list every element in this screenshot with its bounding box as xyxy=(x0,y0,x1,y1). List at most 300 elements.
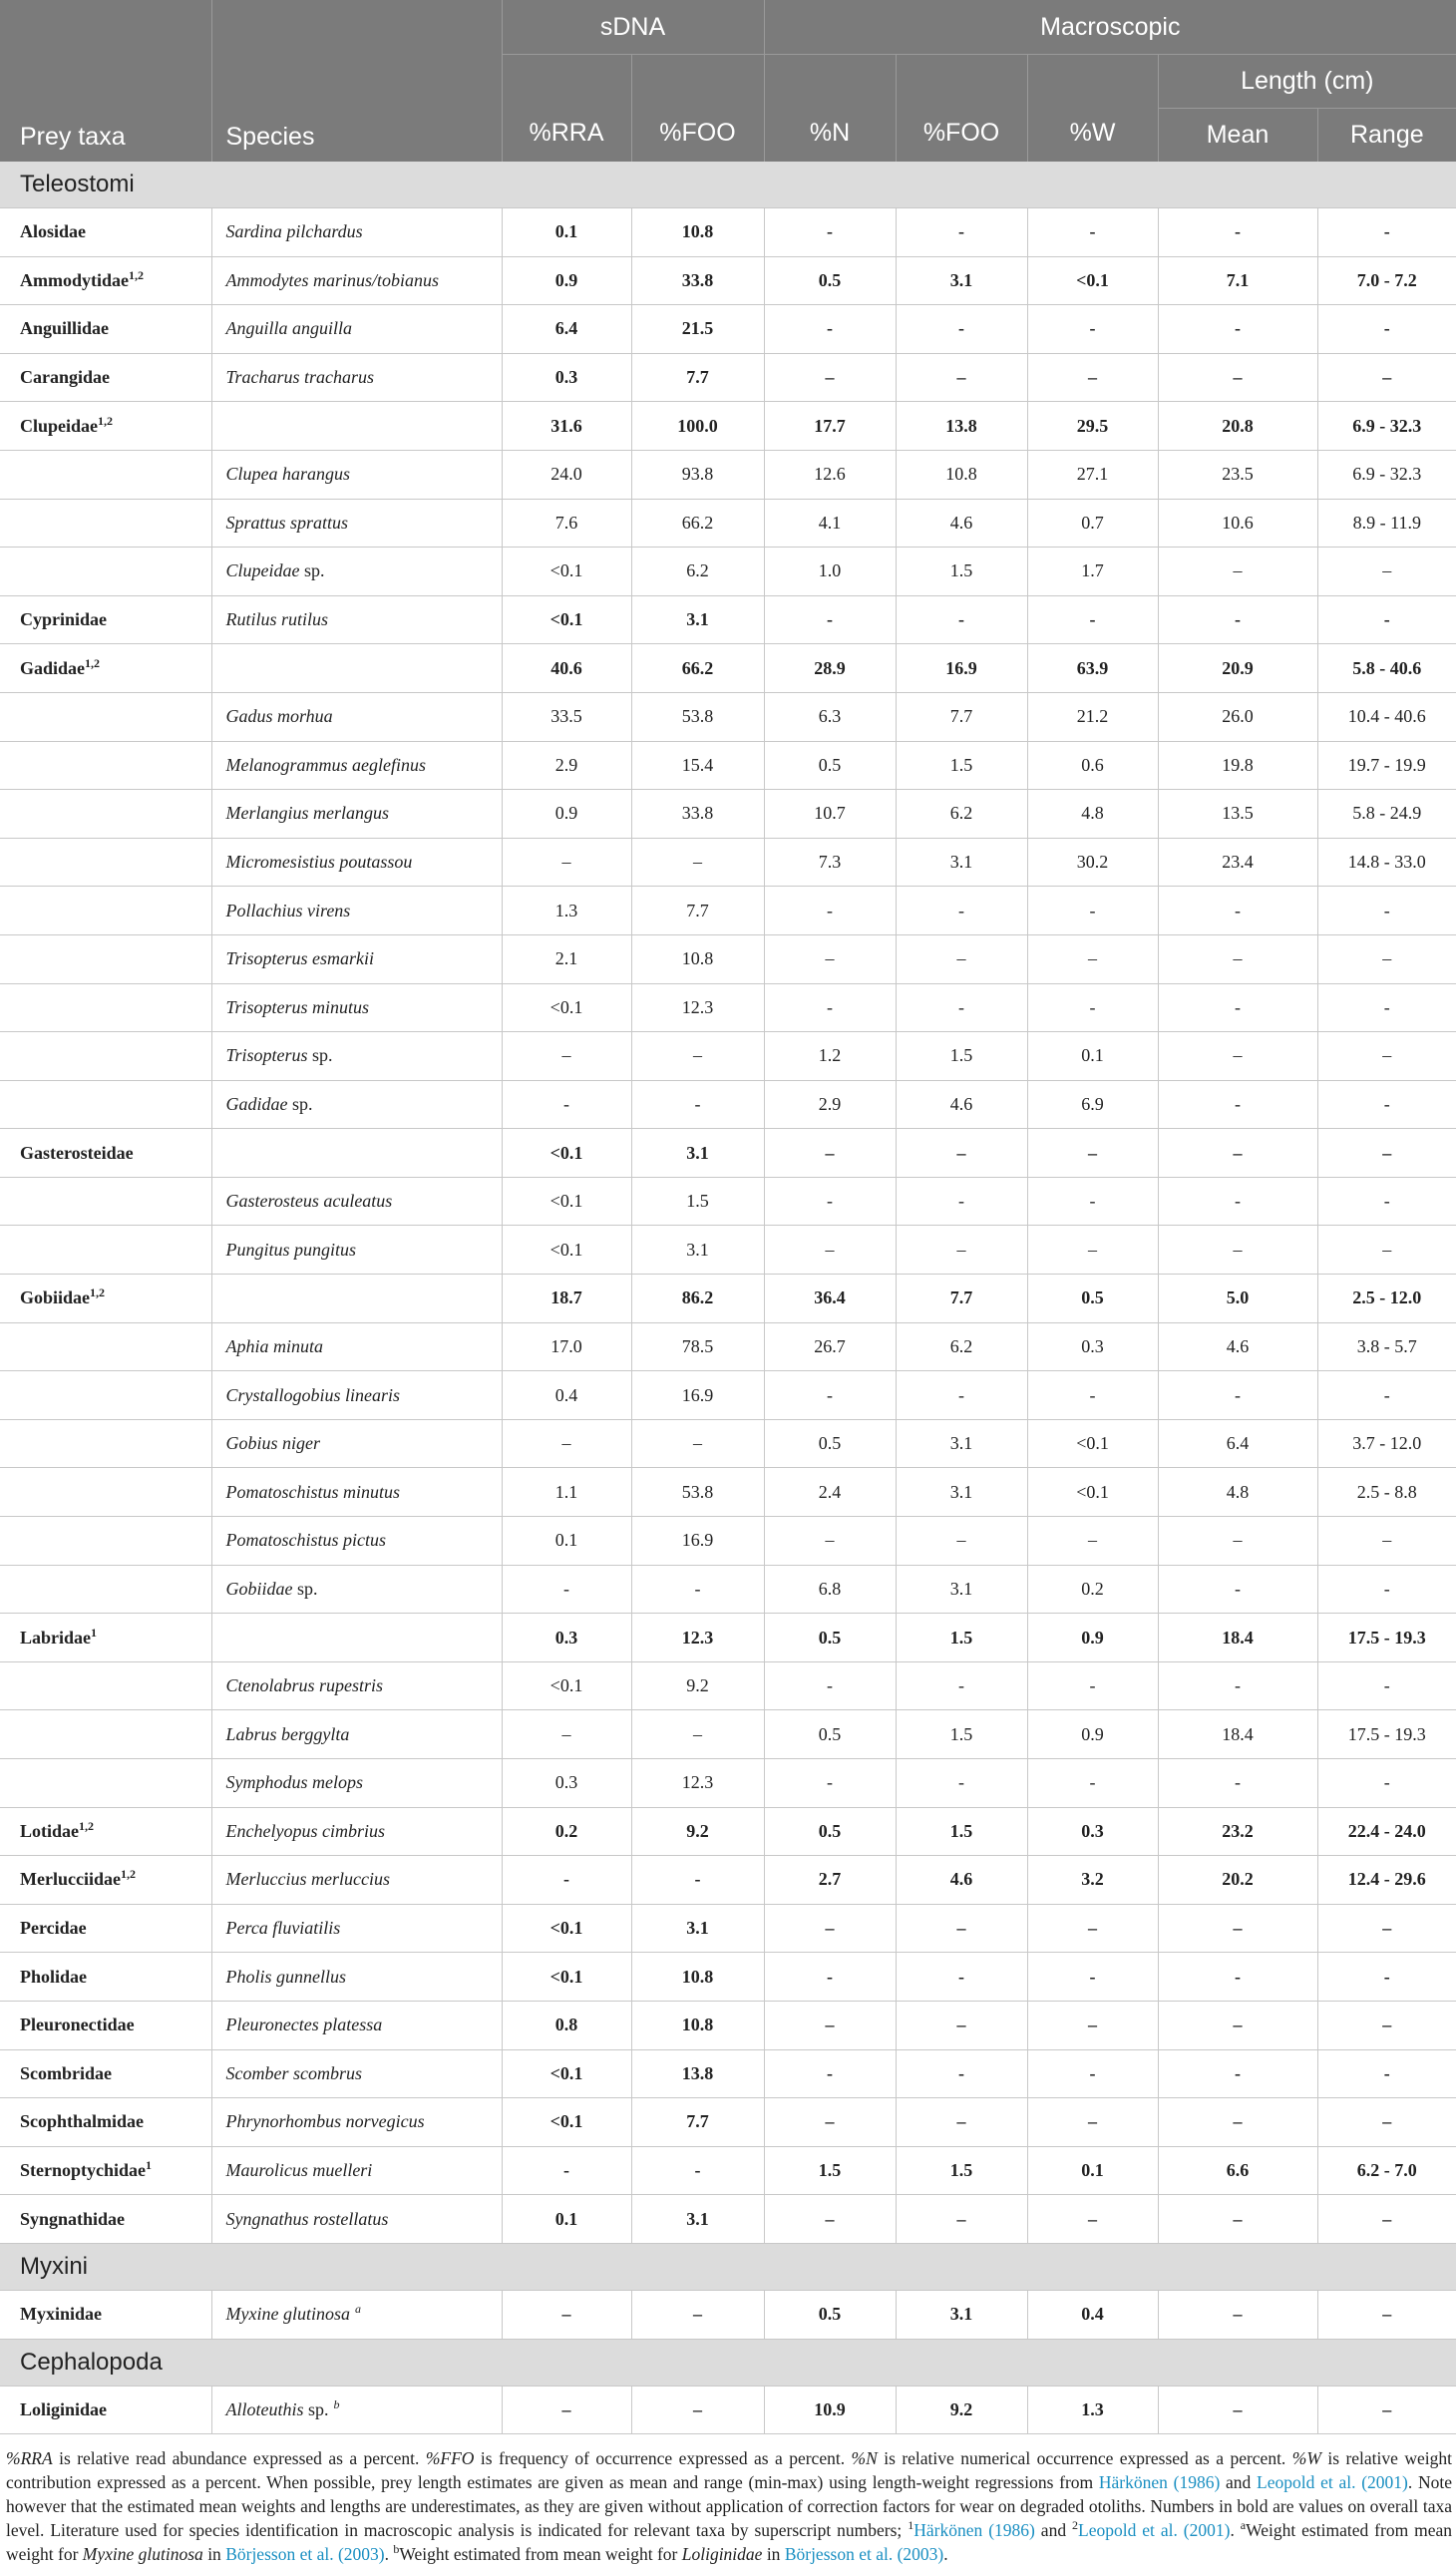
table-row xyxy=(0,2098,1456,2147)
mean-length-value: 18.4 xyxy=(1158,1614,1317,1662)
header-foo-macro: %FOO xyxy=(896,55,1027,163)
header-range: Range xyxy=(1317,109,1456,163)
table-row xyxy=(0,1710,1456,1759)
w-value: 0.9 xyxy=(1027,1710,1158,1759)
mean-length-value: – xyxy=(1158,2290,1317,2339)
prey-family: Ammodytidae$^{1,2}$ xyxy=(0,256,211,305)
species-name: Anguilla anguilla xyxy=(211,305,502,354)
length-range-value: - xyxy=(1317,1661,1456,1710)
n-value: 6.8 xyxy=(764,1565,896,1614)
header-length: Length (cm) xyxy=(1158,55,1456,109)
species-name: Trisopterus sp. xyxy=(211,1032,502,1081)
prey-family: Gasterosteidae xyxy=(0,1129,211,1178)
w-value: - xyxy=(1027,887,1158,935)
species-name xyxy=(211,402,502,451)
table-row xyxy=(0,1565,1456,1614)
header-mean: Mean xyxy=(1158,109,1317,163)
foo-sdna-value: 21.5 xyxy=(631,305,764,354)
table-row xyxy=(0,2049,1456,2098)
table-row xyxy=(0,1032,1456,1081)
w-value: 0.4 xyxy=(1027,2290,1158,2339)
prey-family: Carangidae xyxy=(0,353,211,402)
foo-macro-value: 9.2 xyxy=(896,2386,1027,2434)
prey-family: Scombridae xyxy=(0,2049,211,2098)
foo-macro-value: – xyxy=(896,2098,1027,2147)
foo-macro-value: – xyxy=(896,1129,1027,1178)
rra-value: 0.1 xyxy=(502,208,631,257)
species-name: Scomber scombrus xyxy=(211,2049,502,2098)
foo-sdna-value: 12.3 xyxy=(631,1614,764,1662)
mean-length-value: – xyxy=(1158,353,1317,402)
n-value: - xyxy=(764,983,896,1032)
mean-length-value: 23.2 xyxy=(1158,1807,1317,1856)
foo-sdna-value: – xyxy=(631,1419,764,1468)
prey-family: Clupeidae$^{1,2}$ xyxy=(0,402,211,451)
foo-macro-value: - xyxy=(896,1661,1027,1710)
length-range-value: - xyxy=(1317,1565,1456,1614)
foo-sdna-value: 7.7 xyxy=(631,2098,764,2147)
w-value: 0.2 xyxy=(1027,1565,1158,1614)
foo-macro-value: 3.1 xyxy=(896,2290,1027,2339)
n-value: 17.7 xyxy=(764,402,896,451)
length-range-value: - xyxy=(1317,983,1456,1032)
table-row xyxy=(0,887,1456,935)
rra-value: 0.1 xyxy=(502,1517,631,1566)
prey-family xyxy=(0,741,211,790)
n-value: 10.9 xyxy=(764,2386,896,2434)
rra-value: 31.6 xyxy=(502,402,631,451)
foo-macro-value: – xyxy=(896,1904,1027,1953)
species-name: Syngnathus rostellatus xyxy=(211,2195,502,2244)
species-name: Merluccius merluccius xyxy=(211,1856,502,1905)
n-value: 0.5 xyxy=(764,2290,896,2339)
w-value: 0.1 xyxy=(1027,2146,1158,2195)
species-name: Alloteuthis sp. $^b$ xyxy=(211,2386,502,2434)
table-row xyxy=(0,1129,1456,1178)
n-value: 0.5 xyxy=(764,1807,896,1856)
foo-macro-value: – xyxy=(896,934,1027,983)
mean-length-value: - xyxy=(1158,1759,1317,1808)
prey-family xyxy=(0,499,211,548)
foo-macro-value: 3.1 xyxy=(896,1419,1027,1468)
length-range-value: 8.9 - 11.9 xyxy=(1317,499,1456,548)
mean-length-value: 4.8 xyxy=(1158,1468,1317,1517)
rra-value: 24.0 xyxy=(502,450,631,499)
mean-length-value: – xyxy=(1158,2386,1317,2434)
n-value: 0.5 xyxy=(764,741,896,790)
length-range-value: 3.8 - 5.7 xyxy=(1317,1322,1456,1371)
foo-macro-value: - xyxy=(896,595,1027,644)
n-value: - xyxy=(764,595,896,644)
w-value: 0.9 xyxy=(1027,1614,1158,1662)
rra-value: 0.3 xyxy=(502,1614,631,1662)
foo-sdna-value: - xyxy=(631,2146,764,2195)
prey-family xyxy=(0,1661,211,1710)
species-name: Gasterosteus aculeatus xyxy=(211,1177,502,1226)
table-body xyxy=(0,162,1456,2434)
n-value: 7.3 xyxy=(764,838,896,887)
table-row xyxy=(0,1614,1456,1662)
rra-value: – xyxy=(502,1710,631,1759)
n-value: - xyxy=(764,1661,896,1710)
length-range-value: – xyxy=(1317,1129,1456,1178)
foo-sdna-value: 6.2 xyxy=(631,548,764,596)
header-rra: %RRA xyxy=(502,55,631,163)
prey-family xyxy=(0,983,211,1032)
mean-length-value: – xyxy=(1158,1517,1317,1566)
section-label: Cephalopoda xyxy=(0,2339,1456,2386)
table-row xyxy=(0,1953,1456,2002)
foo-macro-value: 16.9 xyxy=(896,644,1027,693)
prey-family xyxy=(0,1371,211,1420)
w-value: - xyxy=(1027,983,1158,1032)
rra-value: 40.6 xyxy=(502,644,631,693)
mean-length-value: – xyxy=(1158,1226,1317,1275)
foo-sdna-value: 7.7 xyxy=(631,353,764,402)
species-name: Clupeidae sp. xyxy=(211,548,502,596)
species-name: Pholis gunnellus xyxy=(211,1953,502,2002)
mean-length-value: - xyxy=(1158,595,1317,644)
foo-macro-value: 4.6 xyxy=(896,499,1027,548)
length-range-value: 3.7 - 12.0 xyxy=(1317,1419,1456,1468)
length-range-value: – xyxy=(1317,1904,1456,1953)
length-range-value: 2.5 - 8.8 xyxy=(1317,1468,1456,1517)
prey-family xyxy=(0,450,211,499)
species-name xyxy=(211,1129,502,1178)
table-row xyxy=(0,644,1456,693)
header-n: %N xyxy=(764,55,896,163)
w-value: 0.1 xyxy=(1027,1032,1158,1081)
length-range-value: - xyxy=(1317,887,1456,935)
rra-value: 6.4 xyxy=(502,305,631,354)
foo-sdna-value: 9.2 xyxy=(631,1661,764,1710)
length-range-value: 14.8 - 33.0 xyxy=(1317,838,1456,887)
species-name: Maurolicus muelleri xyxy=(211,2146,502,2195)
n-value: 28.9 xyxy=(764,644,896,693)
w-value: – xyxy=(1027,353,1158,402)
length-range-value: – xyxy=(1317,2195,1456,2244)
table-row xyxy=(0,1759,1456,1808)
foo-sdna-value: 15.4 xyxy=(631,741,764,790)
n-value: 0.5 xyxy=(764,1710,896,1759)
foo-macro-value: 4.6 xyxy=(896,1080,1027,1129)
n-value: 2.9 xyxy=(764,1080,896,1129)
foo-sdna-value: 1.5 xyxy=(631,1177,764,1226)
reference-link[interactable]: Börjesson et al. (2003) xyxy=(225,2544,385,2565)
table-row xyxy=(0,2386,1456,2434)
species-name: Aphia minuta xyxy=(211,1322,502,1371)
table-row xyxy=(0,790,1456,839)
header-w: %W xyxy=(1027,55,1158,163)
mean-length-value: 6.4 xyxy=(1158,1419,1317,1468)
mean-length-value: 4.6 xyxy=(1158,1322,1317,1371)
foo-macro-value: 6.2 xyxy=(896,1322,1027,1371)
n-value: - xyxy=(764,2049,896,2098)
reference-link[interactable]: Leopold et al. (2001) xyxy=(1257,2472,1408,2493)
reference-link[interactable]: Börjesson et al. (2003) xyxy=(784,2544,944,2565)
header-macroscopic: Macroscopic xyxy=(764,0,1456,55)
n-value: - xyxy=(764,1759,896,1808)
foo-sdna-value: – xyxy=(631,1032,764,1081)
prey-family xyxy=(0,790,211,839)
foo-macro-value: – xyxy=(896,2195,1027,2244)
rra-value: 0.3 xyxy=(502,1759,631,1808)
table-row xyxy=(0,1322,1456,1371)
foo-macro-value: - xyxy=(896,1177,1027,1226)
length-range-value: - xyxy=(1317,1371,1456,1420)
species-name: Crystallogobius linearis xyxy=(211,1371,502,1420)
prey-family xyxy=(0,1322,211,1371)
foo-macro-value: 1.5 xyxy=(896,1614,1027,1662)
foo-sdna-value: 3.1 xyxy=(631,1904,764,1953)
foo-macro-value: – xyxy=(896,2001,1027,2049)
species-name: Trisopterus esmarkii xyxy=(211,934,502,983)
rra-value: 0.3 xyxy=(502,353,631,402)
species-name: Pomatoschistus pictus xyxy=(211,1517,502,1566)
w-value: - xyxy=(1027,208,1158,257)
foo-macro-value: 1.5 xyxy=(896,548,1027,596)
prey-family xyxy=(0,1759,211,1808)
length-range-value: 6.2 - 7.0 xyxy=(1317,2146,1456,2195)
rra-value: – xyxy=(502,1419,631,1468)
foo-macro-value: - xyxy=(896,1759,1027,1808)
mean-length-value: - xyxy=(1158,305,1317,354)
foo-macro-value: – xyxy=(896,353,1027,402)
foo-macro-value: 3.1 xyxy=(896,1468,1027,1517)
prey-family xyxy=(0,1468,211,1517)
length-range-value: - xyxy=(1317,2049,1456,2098)
length-range-value: 10.4 - 40.6 xyxy=(1317,692,1456,741)
rra-value: 18.7 xyxy=(502,1275,631,1323)
foo-sdna-value: – xyxy=(631,2290,764,2339)
w-value: <0.1 xyxy=(1027,1419,1158,1468)
species-name xyxy=(211,644,502,693)
section-row xyxy=(0,162,1456,208)
length-range-value: 17.5 - 19.3 xyxy=(1317,1614,1456,1662)
mean-length-value: – xyxy=(1158,2098,1317,2147)
w-value: 0.3 xyxy=(1027,1322,1158,1371)
mean-length-value: - xyxy=(1158,1565,1317,1614)
prey-family: Pleuronectidae xyxy=(0,2001,211,2049)
table-row xyxy=(0,1177,1456,1226)
foo-sdna-value: 33.8 xyxy=(631,256,764,305)
length-range-value: – xyxy=(1317,2001,1456,2049)
length-range-value: - xyxy=(1317,1080,1456,1129)
length-range-value: – xyxy=(1317,353,1456,402)
n-value: – xyxy=(764,1517,896,1566)
n-value: - xyxy=(764,208,896,257)
length-range-value: – xyxy=(1317,2098,1456,2147)
prey-family: Anguillidae xyxy=(0,305,211,354)
table-row xyxy=(0,548,1456,596)
prey-family: Loliginidae xyxy=(0,2386,211,2434)
rra-value: - xyxy=(502,1080,631,1129)
mean-length-value: - xyxy=(1158,887,1317,935)
species-name: Ammodytes marinus/tobianus xyxy=(211,256,502,305)
mean-length-value: 10.6 xyxy=(1158,499,1317,548)
mean-length-value: 20.9 xyxy=(1158,644,1317,693)
foo-sdna-value: 12.3 xyxy=(631,1759,764,1808)
foo-macro-value: 1.5 xyxy=(896,741,1027,790)
mean-length-value: – xyxy=(1158,934,1317,983)
length-range-value: 7.0 - 7.2 xyxy=(1317,256,1456,305)
n-value: 2.7 xyxy=(764,1856,896,1905)
rra-value: - xyxy=(502,2146,631,2195)
n-value: 1.2 xyxy=(764,1032,896,1081)
n-value: - xyxy=(764,1177,896,1226)
foo-macro-value: 1.5 xyxy=(896,2146,1027,2195)
length-range-value: 22.4 - 24.0 xyxy=(1317,1807,1456,1856)
length-range-value: 12.4 - 29.6 xyxy=(1317,1856,1456,1905)
prey-family xyxy=(0,934,211,983)
species-name: Melanogrammus aeglefinus xyxy=(211,741,502,790)
species-name: Pungitus pungitus xyxy=(211,1226,502,1275)
w-value: – xyxy=(1027,1517,1158,1566)
prey-family: Merlucciidae$^{1,2}$ xyxy=(0,1856,211,1905)
w-value: 4.8 xyxy=(1027,790,1158,839)
species-name: Enchelyopus cimbrius xyxy=(211,1807,502,1856)
foo-sdna-value: 33.8 xyxy=(631,790,764,839)
mean-length-value: - xyxy=(1158,208,1317,257)
prey-family: Pholidae xyxy=(0,1953,211,2002)
n-value: 1.0 xyxy=(764,548,896,596)
foo-macro-value: 3.1 xyxy=(896,1565,1027,1614)
foo-sdna-value: – xyxy=(631,2386,764,2434)
mean-length-value: 20.8 xyxy=(1158,402,1317,451)
mean-length-value: – xyxy=(1158,1904,1317,1953)
mean-length-value: - xyxy=(1158,2049,1317,2098)
foo-macro-value: 1.5 xyxy=(896,1032,1027,1081)
mean-length-value: - xyxy=(1158,1080,1317,1129)
rra-value: 2.1 xyxy=(502,934,631,983)
species-name xyxy=(211,1614,502,1662)
length-range-value: – xyxy=(1317,2386,1456,2434)
reference-link[interactable]: Leopold et al. (2001) xyxy=(1078,2520,1231,2541)
rra-value: 0.4 xyxy=(502,1371,631,1420)
foo-macro-value: 3.1 xyxy=(896,838,1027,887)
w-value: – xyxy=(1027,2195,1158,2244)
prey-family xyxy=(0,1032,211,1081)
n-value: 0.5 xyxy=(764,1419,896,1468)
w-value: – xyxy=(1027,1226,1158,1275)
length-range-value: 19.7 - 19.9 xyxy=(1317,741,1456,790)
table-footnote: %RRA is relative read abundance expressed as a percent. %FFO is frequency of occurrence expressed as a percent. %N is relative numerical occurrence expressed as a percent. %W is relative weight contribution expressed as a percent. When possible, prey length estimates are given as mean and range (min-max) using length-weight regressions from Härkönen (1986) and Leopold et al. (2001). Note however that the estimated mean weights and lengths are underestimates, as they are given without application of correction factors for wear on degraded otoliths. Numbers in bold are values on overall taxa level. Literature used for species identification in macroscopic analysis is indicated for relevant taxa by superscript numbers; $^1$Härkönen (1986) and $^2$Leopold et al. (2001). $^a$Weight estimated from mean weight for Myxine glutinosa in Börjesson et al. (2003). $^b$Weight estimated from mean weight for Loliginidae in Börjesson et al. (2003). xyxy=(6,2448,1453,2565)
header-species: Species xyxy=(211,0,502,162)
rra-value: <0.1 xyxy=(502,2049,631,2098)
rra-value: 17.0 xyxy=(502,1322,631,1371)
table-row xyxy=(0,934,1456,983)
rra-value: <0.1 xyxy=(502,1953,631,2002)
foo-sdna-value: 7.7 xyxy=(631,887,764,935)
foo-sdna-value: 53.8 xyxy=(631,692,764,741)
foo-macro-value: 13.8 xyxy=(896,402,1027,451)
species-name: Gadidae sp. xyxy=(211,1080,502,1129)
foo-sdna-value: 9.2 xyxy=(631,1807,764,1856)
length-range-value: - xyxy=(1317,208,1456,257)
table-row xyxy=(0,1371,1456,1420)
table-row xyxy=(0,2001,1456,2049)
table-row xyxy=(0,305,1456,354)
rra-value: 2.9 xyxy=(502,741,631,790)
length-range-value: 17.5 - 19.3 xyxy=(1317,1710,1456,1759)
species-name: Perca fluviatilis xyxy=(211,1904,502,1953)
rra-value: 33.5 xyxy=(502,692,631,741)
length-range-value: - xyxy=(1317,1759,1456,1808)
w-value: - xyxy=(1027,1759,1158,1808)
rra-value: – xyxy=(502,2290,631,2339)
length-range-value: - xyxy=(1317,1177,1456,1226)
table-row xyxy=(0,595,1456,644)
n-value: 6.3 xyxy=(764,692,896,741)
length-range-value: 5.8 - 24.9 xyxy=(1317,790,1456,839)
species-name: Phrynorhombus norvegicus xyxy=(211,2098,502,2147)
mean-length-value: 19.8 xyxy=(1158,741,1317,790)
foo-sdna-value: 93.8 xyxy=(631,450,764,499)
mean-length-value: – xyxy=(1158,1032,1317,1081)
foo-macro-value: - xyxy=(896,887,1027,935)
reference-link[interactable]: Härkönen (1986) xyxy=(913,2520,1035,2541)
table-row xyxy=(0,741,1456,790)
table-row xyxy=(0,838,1456,887)
table-row xyxy=(0,208,1456,257)
mean-length-value: 13.5 xyxy=(1158,790,1317,839)
foo-macro-value: 1.5 xyxy=(896,1710,1027,1759)
table-row xyxy=(0,1468,1456,1517)
foo-sdna-value: 66.2 xyxy=(631,644,764,693)
mean-length-value: 20.2 xyxy=(1158,1856,1317,1905)
n-value: – xyxy=(764,2001,896,2049)
n-value: - xyxy=(764,887,896,935)
mean-length-value: 7.1 xyxy=(1158,256,1317,305)
table-row xyxy=(0,983,1456,1032)
length-range-value: – xyxy=(1317,934,1456,983)
prey-family: Alosidae xyxy=(0,208,211,257)
w-value: - xyxy=(1027,2049,1158,2098)
foo-sdna-value: – xyxy=(631,838,764,887)
n-value: 36.4 xyxy=(764,1275,896,1323)
foo-sdna-value: 10.8 xyxy=(631,1953,764,2002)
n-value: 4.1 xyxy=(764,499,896,548)
rra-value: – xyxy=(502,1032,631,1081)
table-row xyxy=(0,1226,1456,1275)
foo-macro-value: - xyxy=(896,983,1027,1032)
w-value: 0.6 xyxy=(1027,741,1158,790)
mean-length-value: – xyxy=(1158,1129,1317,1178)
species-name: Sprattus sprattus xyxy=(211,499,502,548)
species-name: Tracharus tracharus xyxy=(211,353,502,402)
prey-family xyxy=(0,1517,211,1566)
rra-value: - xyxy=(502,1856,631,1905)
foo-sdna-value: 86.2 xyxy=(631,1275,764,1323)
mean-length-value: - xyxy=(1158,1953,1317,2002)
w-value: <0.1 xyxy=(1027,1468,1158,1517)
species-name: Trisopterus minutus xyxy=(211,983,502,1032)
table-row xyxy=(0,1517,1456,1566)
foo-sdna-value: 10.8 xyxy=(631,208,764,257)
table-row xyxy=(0,2290,1456,2339)
rra-value: <0.1 xyxy=(502,1129,631,1178)
mean-length-value: 23.5 xyxy=(1158,450,1317,499)
foo-sdna-value: - xyxy=(631,1080,764,1129)
n-value: 0.5 xyxy=(764,1614,896,1662)
foo-sdna-value: 53.8 xyxy=(631,1468,764,1517)
species-name: Ctenolabrus rupestris xyxy=(211,1661,502,1710)
foo-sdna-value: 12.3 xyxy=(631,983,764,1032)
rra-value: 0.8 xyxy=(502,2001,631,2049)
reference-link[interactable]: Härkönen (1986) xyxy=(1098,2472,1221,2493)
n-value: - xyxy=(764,1953,896,2002)
prey-family: Lotidae$^{1,2}$ xyxy=(0,1807,211,1856)
